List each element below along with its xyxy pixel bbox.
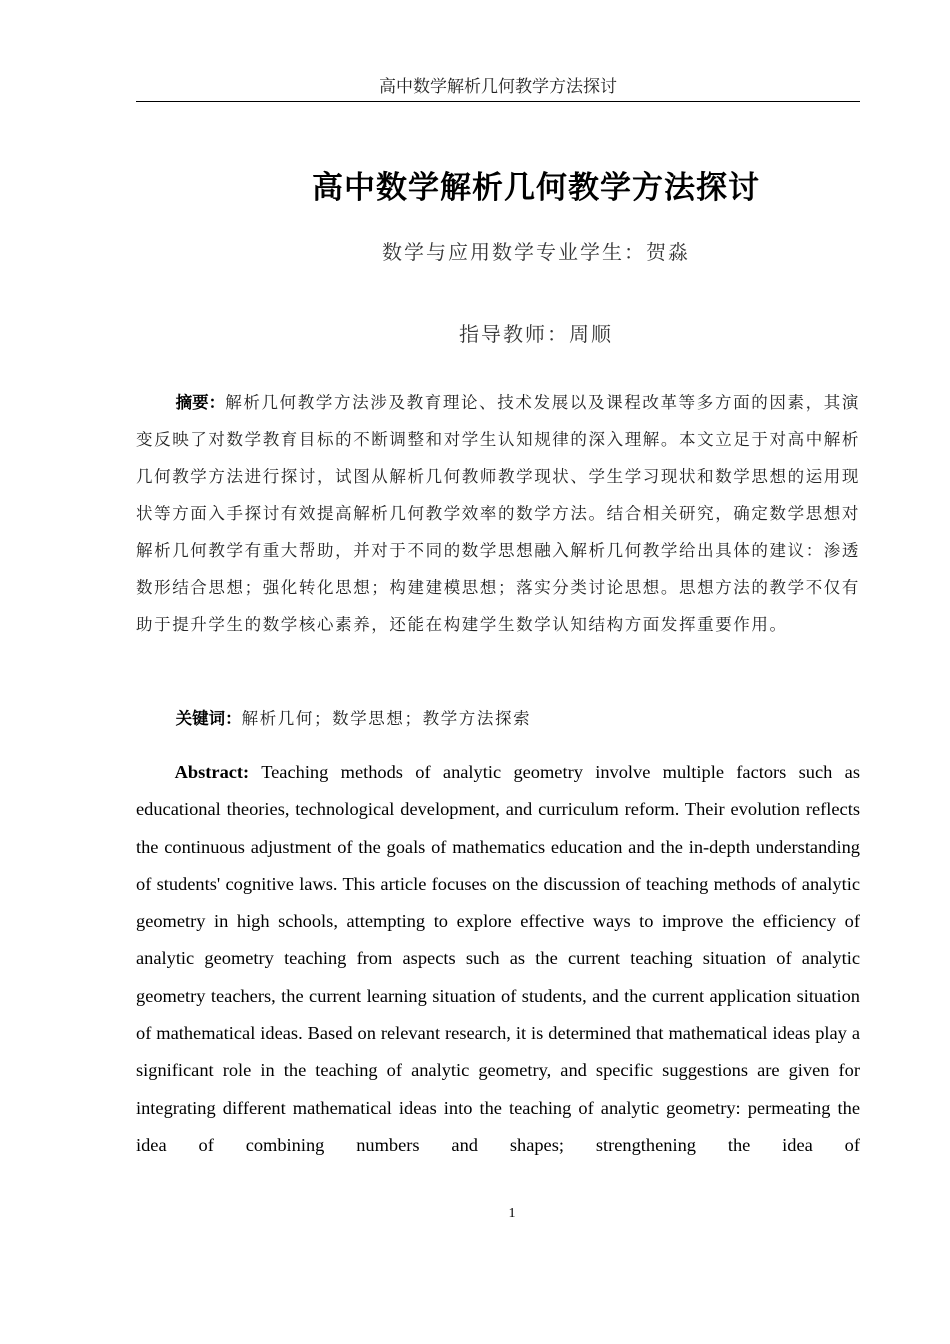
keywords-label: 关键词： bbox=[175, 709, 242, 728]
advisor-line: 指导教师：周顺 bbox=[459, 322, 613, 346]
keywords-paragraph bbox=[136, 700, 860, 737]
keywords-text: 解析几何；数学思想；教学方法探索 bbox=[241, 709, 532, 728]
abstract-chinese-text: 解析几何教学方法涉及教育理论、技术发展以及课程改革等多方面的因素，其演变反映了对数学教育目标的不断调整和对学生认知规律的深入理解。本文立足于对高中解析几何教学方法进行探讨，试图从解析几何教师教学现状、学生学习现状和数学思想的运用现状等方面入手探讨有效提高解析几何教学效率的数学方法。结合相关研究，确定数学思想对解析几何教学有重大帮助，并对于不同的数学思想融入解析几何教学给出具体的建议：渗透数形结合思想；强化转化思想；构建建模思想；落实分类讨论思想。思想方法的教学不仅有助于提升学生的数学核心素养，还能在构建学生数学认知结构方面发挥重要作用。 bbox=[136, 393, 861, 634]
abstract-english-label: Abstract: bbox=[174, 762, 250, 782]
page-number: 1 bbox=[508, 1206, 516, 1221]
abstract-chinese bbox=[136, 384, 860, 643]
abstract-english bbox=[136, 754, 860, 1164]
author-line: 数学与应用数学专业学生：贺淼 bbox=[382, 240, 690, 264]
paper-title: 高中数学解析几何教学方法探讨 bbox=[312, 170, 760, 206]
running-header: 高中数学解析几何教学方法探讨 bbox=[136, 72, 860, 102]
abstract-chinese-label: 摘要： bbox=[175, 393, 226, 412]
abstract-english-text: Teaching methods of analytic geometry involve multiple factors such as educational theories, technological development, and curriculum reform. Their evolution reflects the continuous adjustment of the goals of mathematics education and the in-depth understanding of students' cognitive laws. This article focuses on the discussion of teaching methods of analytic geometry in high schools, attempting to explore effective ways to improve the efficiency of analytic geometry teaching from aspects such as the current teaching situation of analytic geometry teachers, the current learning situation of students, and the current application situation of mathematical ideas. Based on relevant research, it is determined that mathematical ideas play a significant role in the teaching of analytic geometry, and specific suggestions are given for integrating different mathematical ideas into the teaching of analytic geometry: permeating the idea of combining numbers and shapes; strengthening the idea of bbox=[136, 762, 861, 1155]
